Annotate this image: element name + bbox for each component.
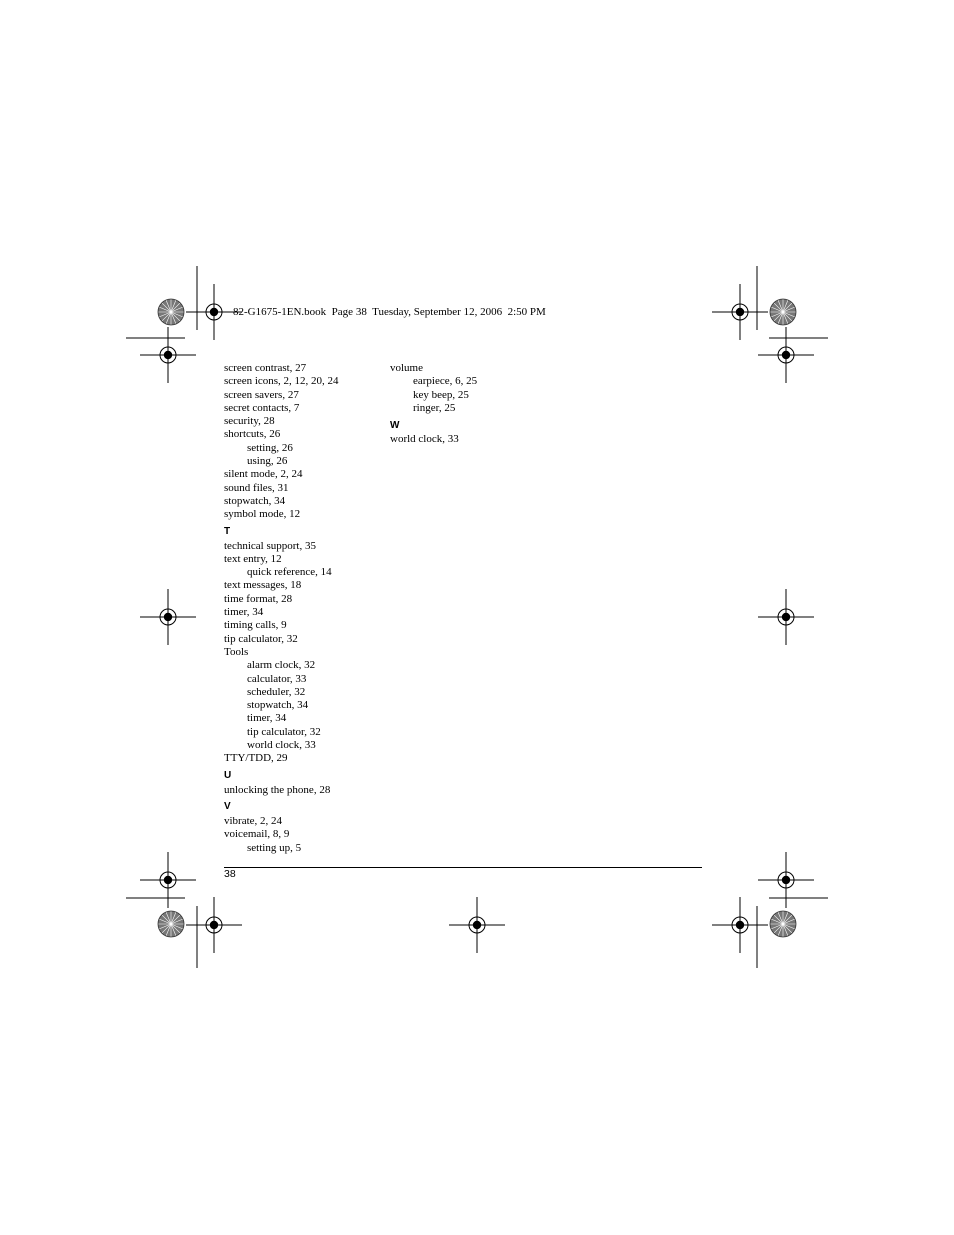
index-subentry: calculator, 33	[247, 672, 307, 685]
index-subentry: earpiece, 6, 25	[413, 375, 478, 388]
index-entry: unlocking the phone, 28	[224, 783, 331, 796]
index-entry: symbol mode, 12	[224, 508, 301, 521]
index-column-left	[224, 362, 384, 855]
index-entry: voicemail, 8, 9	[224, 828, 290, 841]
index-section-letter: U	[224, 770, 232, 782]
index-subentry: stopwatch, 34	[247, 699, 309, 712]
index-entry: vibrate, 2, 24	[224, 814, 283, 827]
registration-mark-icon	[758, 852, 814, 908]
index-subentry: tip calculator, 32	[247, 725, 321, 738]
page-number: 38	[224, 868, 236, 880]
index-section-letter: T	[224, 526, 231, 538]
registration-mark-icon	[758, 589, 814, 645]
index-subentry: world clock, 33	[247, 739, 316, 752]
star-target-icon	[770, 911, 796, 937]
registration-mark-icon	[186, 897, 242, 953]
index-entry: security, 28	[224, 415, 275, 428]
star-target-icon	[158, 299, 184, 325]
index-subentry: alarm clock, 32	[247, 659, 316, 672]
book-info-header: 82-G1675-1EN.book Page 38 Tuesday, September 12, 2006 2:50 PM	[233, 306, 546, 318]
registration-mark-icon	[140, 852, 196, 908]
index-entry: TTY/TDD, 29	[224, 752, 288, 765]
index-entry: text messages, 18	[224, 579, 302, 592]
index-section-letter: W	[390, 419, 400, 431]
index-entry: text entry, 12	[224, 552, 282, 565]
registration-mark-icon	[140, 327, 196, 383]
index-subentry: key beep, 25	[413, 388, 469, 401]
index-entry: screen savers, 27	[224, 388, 299, 401]
index-subentry: quick reference, 14	[247, 566, 332, 579]
index-entry: sound files, 31	[224, 481, 289, 494]
registration-mark-icon	[449, 897, 505, 953]
index-entry: secret contacts, 7	[224, 401, 300, 414]
index-subentry: ringer, 25	[413, 401, 456, 414]
index-entry: timing calls, 9	[224, 619, 287, 632]
index-subentry: setting up, 5	[247, 841, 302, 854]
registration-mark-icon	[758, 327, 814, 383]
index-entry: shortcuts, 26	[224, 428, 281, 441]
index-subentry: scheduler, 32	[247, 685, 306, 698]
index-entry: screen icons, 2, 12, 20, 24	[224, 375, 339, 388]
footer-rule	[224, 867, 702, 868]
index-column-right	[390, 362, 550, 446]
index-entry: screen contrast, 27	[224, 362, 307, 374]
index-entry: Tools	[224, 645, 249, 658]
index-entry: world clock, 33	[390, 433, 459, 446]
index-subentry: setting, 26	[247, 441, 293, 454]
star-target-icon	[158, 911, 184, 937]
index-entry: stopwatch, 34	[224, 494, 286, 507]
registration-mark-icon	[140, 589, 196, 645]
index-entry: technical support, 35	[224, 539, 316, 552]
registration-mark-icon	[712, 284, 768, 340]
index-subentry: timer, 34	[247, 712, 287, 725]
index-entry: volume	[390, 362, 423, 374]
index-subentry: using, 26	[247, 455, 288, 468]
index-entry: silent mode, 2, 24	[224, 468, 303, 481]
index-entry: timer, 34	[224, 606, 264, 619]
registration-mark-icon	[712, 897, 768, 953]
star-target-icon	[770, 299, 796, 325]
index-section-letter: V	[224, 801, 231, 813]
index-entry: time format, 28	[224, 592, 293, 605]
index-entry: tip calculator, 32	[224, 632, 298, 645]
